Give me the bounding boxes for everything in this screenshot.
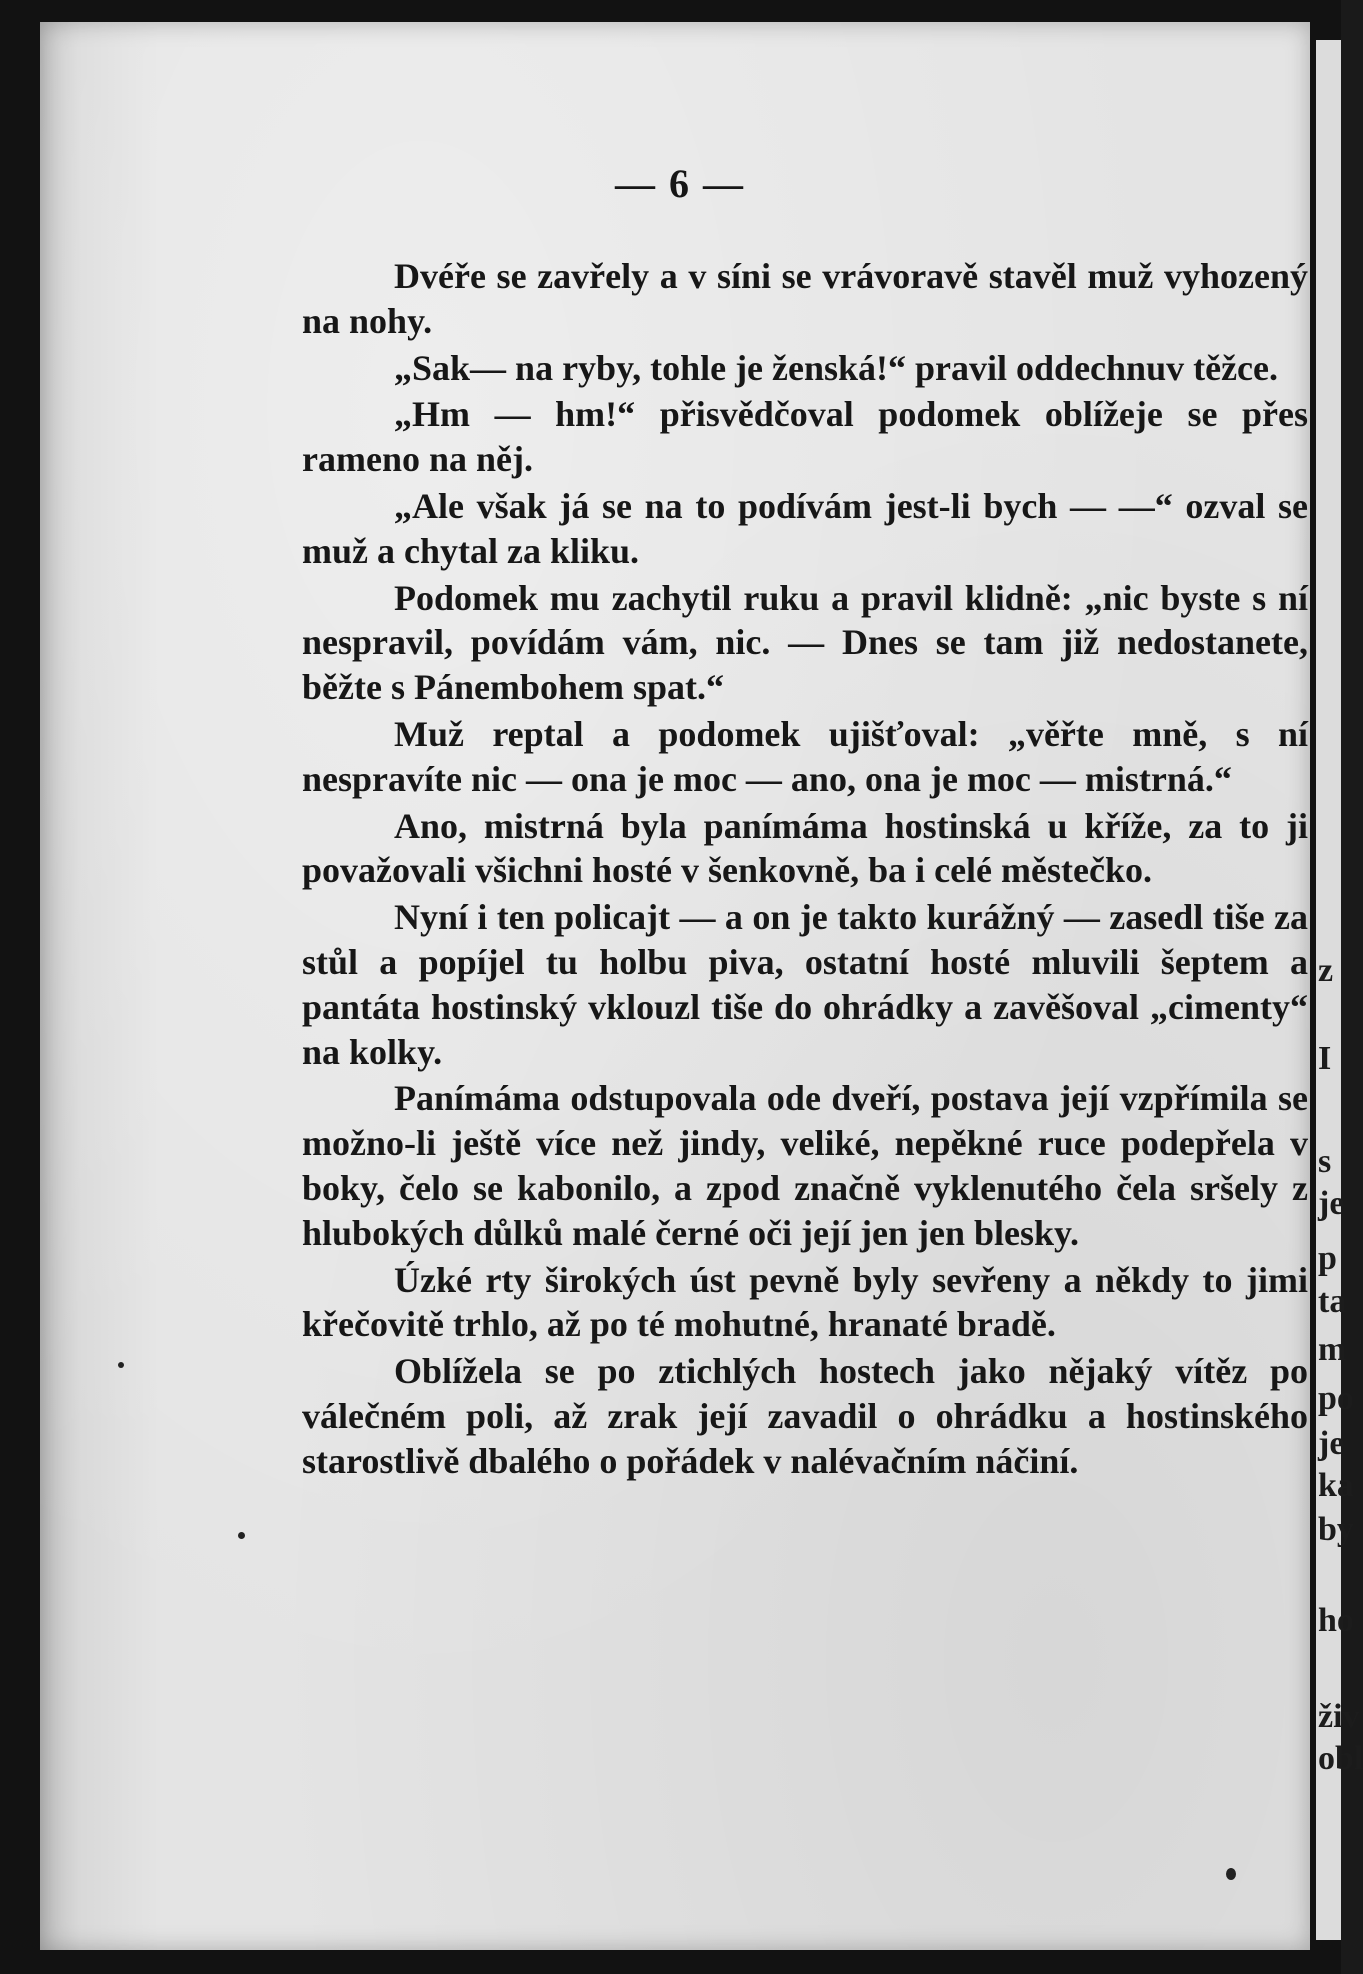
print-speck <box>118 1362 124 1368</box>
adjacent-fragment: je <box>1318 1185 1345 1222</box>
paragraph: Oblížela se po ztichlých hostech jako nějaký vítěz po válečném poli, až zrak její zavadil o ohrádku a hostinského starostlivě dbalého o pořádek v nalévačním náčiní. <box>302 1351 1308 1481</box>
adjacent-fragment: z <box>1318 952 1334 989</box>
print-speck <box>238 1532 245 1539</box>
paragraph: Nyní i ten policajt — a on je takto kurážný — zasedl tiše za stůl a popíjel tu holbu piva, ostatní hosté mluvili šeptem a pantáta hostinský vklouzl tiše do ohrádky a zavěšoval „cimenty“ na kolky. <box>302 897 1308 1072</box>
book-page <box>40 22 1310 1950</box>
adjacent-fragment: I <box>1318 1040 1332 1077</box>
adjacent-fragment: by <box>1318 1511 1354 1548</box>
page-number: — 6 — <box>615 161 745 206</box>
adjacent-fragment: s <box>1318 1143 1332 1180</box>
paragraph: Dvéře se zavřely a v síni se vrávoravě stavěl muž vyhozený na nohy. <box>302 256 1308 341</box>
adjacent-fragment: živ <box>1318 1698 1360 1735</box>
body-text <box>302 254 1308 1486</box>
paragraph: Muž reptal a podomek ujišťoval: „věřte mně, s ní nespravíte nic — ona je moc — ano, ona je moc — mistrná.“ <box>302 713 1308 799</box>
adjacent-fragment: po <box>1318 1380 1354 1417</box>
adjacent-fragment: ho <box>1318 1602 1354 1639</box>
adjacent-fragment: p <box>1318 1240 1337 1277</box>
paragraph: „Ale však já se na to podívám jest-li bych — —“ ozval se muž a chytal za kliku. <box>302 485 1308 571</box>
adjacent-page-edge <box>1316 40 1363 1940</box>
adjacent-fragment: m <box>1318 1331 1347 1368</box>
paragraph: Úzké rty širokých úst pevně byly sevřeny a někdy to jimi křečovitě trhlo, až po té mohutné, hranaté bradě. <box>302 1259 1308 1345</box>
paragraph: „Hm — hm!“ přisvědčoval podomek oblížeje se přes rameno na něj. <box>302 394 1308 480</box>
paragraph: Ano, mistrná byla panímáma hostinská u kříže, za to ji považovali všichni hosté v šenkovně, ba i celé městečko. <box>302 805 1308 891</box>
adjacent-fragment: ka <box>1318 1467 1354 1504</box>
adjacent-fragment: ta <box>1318 1283 1347 1320</box>
print-speck <box>1226 1868 1236 1880</box>
adjacent-fragment: je <box>1318 1425 1345 1462</box>
paragraph: Podomek mu zachytil ruku a pravil klidně: „nic byste s ní nespravil, povídám vám, nic. — Dnes se tam již nedostanete, běžte s Pánembohem spat.“ <box>302 577 1308 708</box>
paragraph: „Sak— na ryby, tohle je ženská!“ pravil oddechnuv těžce. <box>394 347 1279 388</box>
adjacent-fragment: obl <box>1318 1740 1363 1777</box>
paragraph: Panímáma odstupovala ode dveří, postava její vzpřímila se možno-li ještě více než jindy, veliké, nepěkné ruce podepřela v boky, čelo se kabonilo, a zpod značně vyklenutého čela sršely z hlubokých důlků malé černé oči její jen jen blesky. <box>302 1078 1308 1253</box>
